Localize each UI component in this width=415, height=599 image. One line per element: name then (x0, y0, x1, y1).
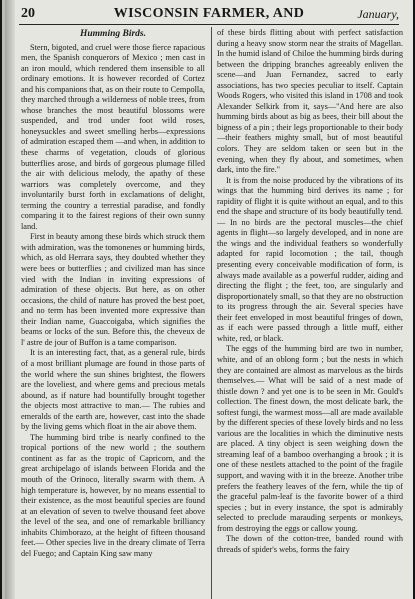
paragraph: The down of the cotton-tree, banded round with threads of spider's webs, forms the fairy (217, 534, 403, 554)
paragraph: The humming bird tribe is nearly confined to the tropical portions of the new world ; the southern continent as far as the tropic of Capricorn, and the great archipelago of islands between Florida and the mouth of the Orinoco, literally swarm with them. A high temperature is, however, by no means essential to their existence, as the most beautiful species are found at an elevation of seven to twelve thousand feet above the level of the sea, and one of remarkable brilliancy inhabits Chimborazo, at the height of fifteen thousand feet.— Other species live in the dreary climate of Terra del Fuego; and Captain King saw many (21, 432, 205, 558)
column-divider (211, 27, 212, 599)
issue-month: January, (357, 7, 399, 21)
header-rule (19, 24, 399, 25)
paragraph: It is an interesting fact, that, as a general rule, birds of a most brilliant plumage are found in those parts of the world where the sun shines brightest, the flowers are the loveliest, and where gems and precious metals abound, as if nature had bountifully brought together the objects most attractive to man.— The rubies and emeralds of the earth are, however, cast into the shade by the living gems which float in the air above them. (21, 348, 205, 432)
page-number: 20 (21, 6, 35, 21)
left-column (21, 28, 205, 599)
paragraph: The eggs of the humming bird are two in number, white, and of an oblong form ; but the nests in which they are contained are almost as marvelous as the birds themselves.— What will be said of a nest made of thistle down ? and yet one is to be seen in Mr. Gould's collection. The finest down, the most delicate bark, the softest fungi, the warmest moss—all are made available by the different species of these lovely birds and no less various are the localities in which the diminutive nests are placed. A tiny object is seen weighing down the streaming leaf of a bamboo overhanging a brook ; it is one of these nestlets attached to the point of the fragile support, and waving with it in the breeze. Another tribe prefers the feathery leaves of the fern, while the tip of the graceful palm-leaf is the favorite bower of a third species ; but in every instance, the spot is admirably selected to preclude marauding serpents or monkeys, from destroying the eggs or callow young. (217, 344, 403, 533)
paragraph: It is from the noise produced by the vibrations of its wings that the humming bird derives its name ; for rapidity of flight it is quite without an equal, and to this end the shape and structure of its body beautifully tend.— In no birds are the pectoral muscles—the chief agents in flight—so largely developed, and in none are the wings and the individual feathers so wonderfully adapted for rapid locomotion ; the tail, though presenting every conceivable modification of form, is always made available as a powerful rudder, aiding and directing the flight ; the feet, too, are singularly and disproportionately small, so that they are no obstruction to its progress through the air. Several species have their feet enveloped in most beautiful fringes of down, as if each were passed through a little muff, either white, red, or black. (217, 175, 403, 343)
page-header (19, 4, 399, 22)
magazine-page (2, 0, 413, 599)
paragraph: First in beauty among these birds which struck them with admiration, was the tomonenes or humming birds, which, as old Herrara says, they doubted whether they were bees or butterflies ; and civilized man has since vied with the Indian in inviting expressions of admiration of these objects. But here, as on other occasions, the child of nature has proved the best poet, and no term has been invented more expressive than their Indian name, Guaccoigaba, which signifies the beams or locks of the sun. Before this, the cheveux de l' astre de jour of Buffon is a tame comparison. (21, 232, 205, 347)
right-column (217, 28, 403, 599)
article-title: Humming Birds. (80, 29, 146, 39)
paragraph: Stern, bigoted, and cruel were those fierce rapacious men, the Spanish conquerors of Mexico ; men cast in an iron mould, which rendered them insensible to all ordinary emotions. It is however recorded of Cortez and his companions that, as on their route to Cempolla, they marched through a wilderness of noble trees, from whose branches the most beautiful blossoms were suspended, and trod under foot wild roses, honeysuckles and sweet smelling herbs—expressions of admiration escaped them —and when, in addition to these charms of vegetation, clouds of glorious butterflies arose, and birds of gorgeous plumage filled the air with delicious melody, the apathy of these warriors was completely overcome, and they involuntarily burst forth in exclamations of delight, terming the country a terrestial paradise, and fondly comparing it to the fairest regions of their own sunny land. (21, 42, 205, 231)
paragraph: of these birds flitting about with perfect satisfaction during a heavy snow storm near the straits of Magellan. In the humid island of Chiloe the humming birds during between the dripping branches agreeably enliven the scene—and Juan Fernandez, sacred to early associations, has two species peculiar to itself. Captain Woods Rogers, who visited this island in 1708 and took Alexander Selkirk from it, says—"And here are also humming birds about as big as bees, their bill about the bigness of a pin ; their legs proportionable to their body—their feathers mighty small, but of most beautiful colors. They are seldom taken or seen but in the evening, when they fly about, and sometimes, when dark, into the fire." (217, 28, 403, 175)
page-binding-shadow (5, 0, 15, 599)
journal-title: WISCONSIN FARMER, AND (113, 6, 305, 21)
